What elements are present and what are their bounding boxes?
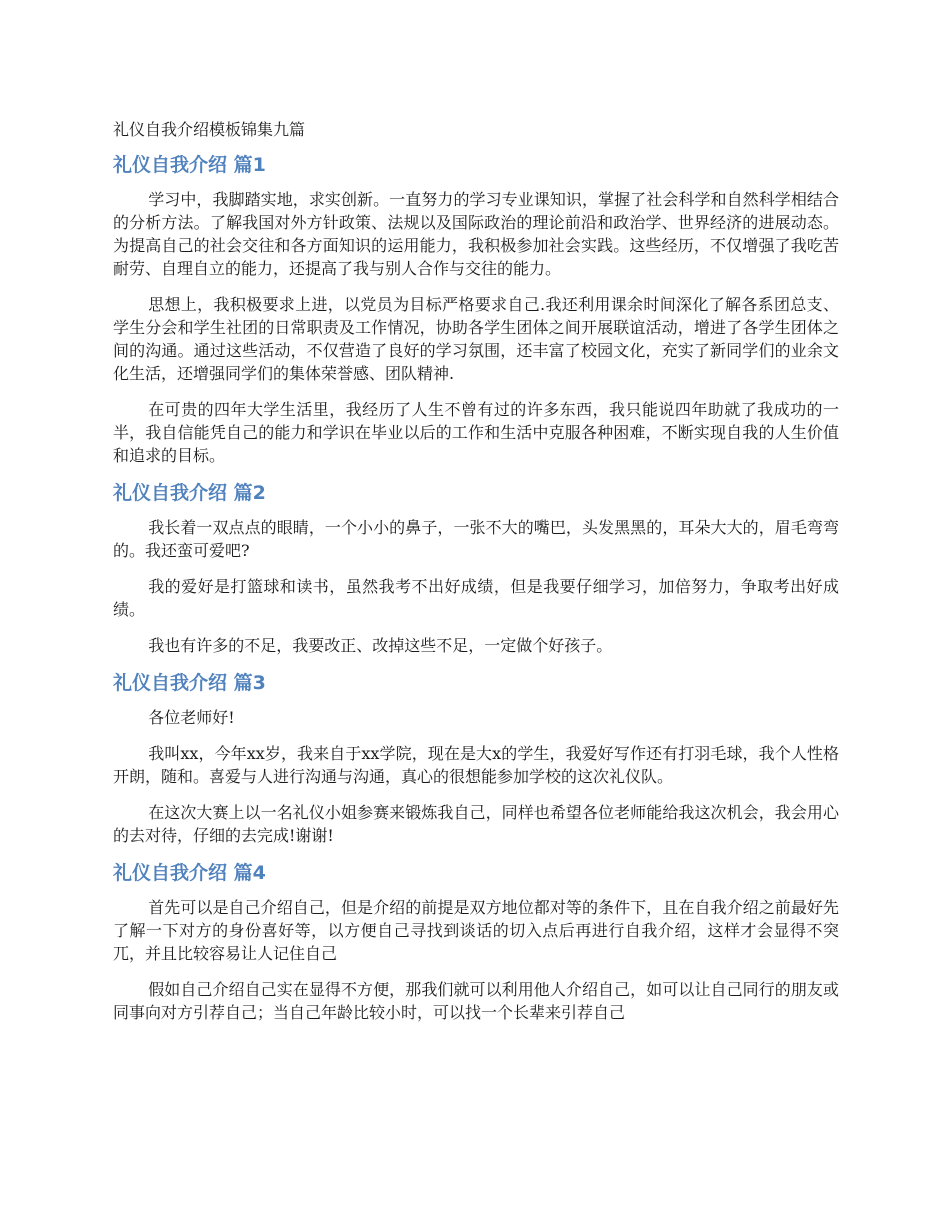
paragraph: 学习中，我脚踏实地，求实创新。一直努力的学习专业课知识，掌握了社会科学和自然科学相结合的分析方法。了解我国对外方针政策、法规以及国际政治的理论前沿和政治学、世界经济的进展动态。为提高自己的社会交往和各方面知识的运用能力，我积极参加社会实践。这些经历，不仅增强了我吃苦耐劳、自理自立的能力，还提高了我与别人合作与交往的能力。	[113, 190, 839, 278]
paragraph: 各位老师好!	[148, 708, 235, 727]
paragraph: 我长着一双点点的眼睛，一个小小的鼻子，一张不大的嘴巴，头发黑黑的，耳朵大大的，眉毛弯弯的。我还蛮可爱吧?	[113, 518, 839, 560]
section-3	[113, 670, 839, 847]
section-4	[113, 860, 839, 1024]
paragraph: 首先可以是自己介绍自己，但是介绍的前提是双方地位都对等的条件下，且在自我介绍之前最好先了解一下对方的身份喜好等，以方便自己寻找到谈话的切入点后再进行自我介绍，这样才会显得不突兀，并且比较容易让人记住自己	[113, 898, 839, 963]
paragraph: 我的爱好是打篮球和读书，虽然我考不出好成绩，但是我要仔细学习，加倍努力，争取考出好成绩。	[113, 577, 839, 619]
paragraph: 我叫xx，今年xx岁，我来自于xx学院，现在是大x的学生，我爱好写作还有打羽毛球，我个人性格开朗，随和。喜爱与人进行沟通与沟通，真心的很想能参加学校的这次礼仪队。	[113, 744, 839, 786]
section-heading: 礼仪自我介绍 篇4	[113, 862, 266, 884]
paragraph: 假如自己介绍自己实在显得不方便，那我们就可以利用他人介绍自己，如可以让自己同行的朋友或同事向对方引荐自己；当自己年龄比较小时，可以找一个长辈来引荐自己	[113, 980, 839, 1022]
document-page	[113, 118, 839, 1037]
section-heading: 礼仪自我介绍 篇1	[113, 154, 266, 176]
section-heading: 礼仪自我介绍 篇3	[113, 672, 266, 694]
document-title: 礼仪自我介绍模板锦集九篇	[113, 120, 306, 139]
paragraph: 我也有许多的不足，我要改正、改掉这些不足，一定做个好孩子。	[148, 636, 613, 655]
paragraph: 在这次大赛上以一名礼仪小姐参赛来锻炼我自己，同样也希望各位老师能给我这次机会，我会用心的去对待，仔细的去完成!谢谢!	[113, 803, 839, 845]
paragraph: 在可贵的四年大学生活里，我经历了人生不曾有过的许多东西，我只能说四年助就了我成功的一半，我自信能凭自己的能力和学识在毕业以后的工作和生活中克服各种困难，不断实现自我的人生价值和追求的目标。	[113, 400, 839, 465]
section-1	[113, 152, 839, 467]
section-2	[113, 480, 839, 657]
section-heading: 礼仪自我介绍 篇2	[113, 482, 266, 504]
paragraph: 思想上，我积极要求上进，以党员为目标严格要求自己.我还利用课余时间深化了解各系团总支、学生分会和学生社团的日常职责及工作情况，协助各学生团体之间开展联谊活动，增进了各学生团体之间的沟通。通过这些活动，不仅营造了良好的学习氛围，还丰富了校园文化，充实了新同学们的业余文化生活，还增强同学们的集体荣誉感、团队精神.	[113, 295, 839, 383]
